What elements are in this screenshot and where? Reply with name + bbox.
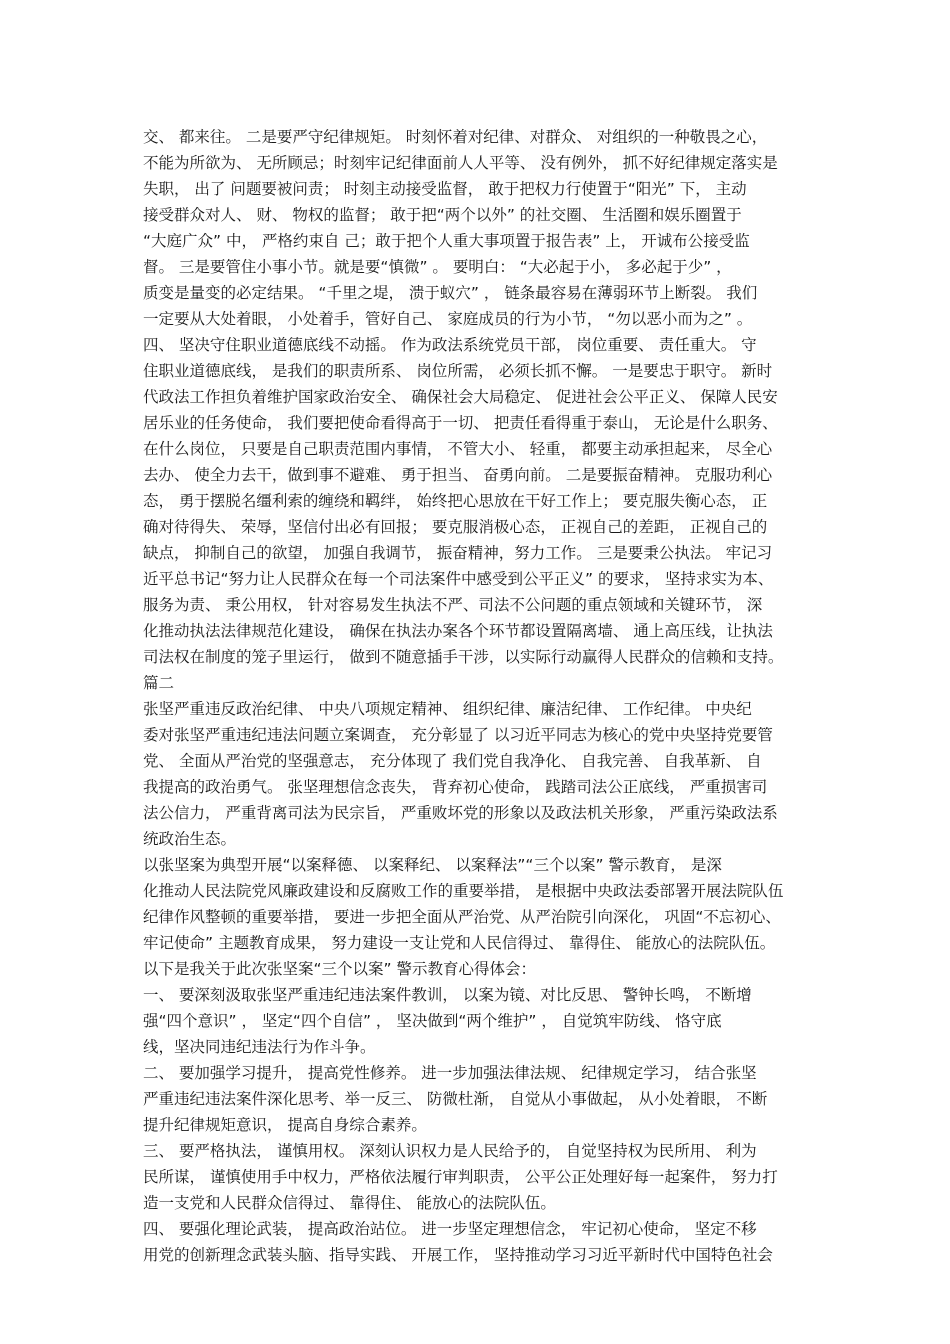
text-line: 服务为责、 秉公用权， 针对容易发生执法不严、司法不公问题的重点领域和关键环节， 深: [143, 596, 763, 614]
text-line: 交、 都来往。 二是要严守纪律规矩。 时刻怀着对纪律、对群众、 对组织的一种敬畏之心，: [143, 128, 768, 146]
text-line: 四、 坚决守住职业道德底线不动摇。 作为政法系统党员干部， 岗位重要、 责任重大。 守: [143, 336, 757, 354]
section-heading: 篇二: [143, 674, 175, 692]
text-line: 法公信力， 严重背离司法为民宗旨， 严重败坏党的形象以及政法机关形象， 严重污染政法系: [143, 804, 778, 822]
text-line: 纪律作风整顿的重要举措， 要进一步把全面从严治党、从严治院引向深化， 巩固“不忘初心、: [143, 908, 781, 926]
text-line: 用党的创新理念武装头脑、指导实践、 开展工作， 坚持推动学习习近平新时代中国特色社会: [143, 1246, 773, 1264]
text-line: 在什么岗位， 只要是自己职责范围内事情， 不管大小、 轻重， 都要主动承担起来， 尽全心: [143, 440, 773, 458]
text-line: 委对张坚严重违纪违法问题立案调查， 充分彰显了 以习近平同志为核心的党中央坚持党要管: [143, 726, 773, 744]
text-line: 确对待得失、 荣辱，坚信付出必有回报； 要克服消极心态， 正视自己的差距， 正视自己的: [143, 518, 768, 536]
text-line: 态， 勇于摆脱名缰利索的缠绕和羁绊， 始终把心思放在干好工作上； 要克服失衡心态， 正: [143, 492, 768, 510]
text-line: 线，坚决同违纪违法行为作斗争。: [143, 1038, 376, 1056]
text-line: 缺点， 抑制自己的欲望， 加强自我调节， 振奋精神，努力工作。 三是要秉公执法。 牢记习: [143, 544, 773, 562]
text-line: 居乐业的任务使命， 我们要把使命看得高于一切、 把责任看得重于泰山， 无论是什么职务、: [143, 414, 778, 432]
text-line: 张坚严重违反政治纪律、 中央八项规定精神、 组织纪律、廉洁纪律、 工作纪律。 中央纪: [143, 700, 752, 718]
text-line: 以张坚案为典型开展“以案释德、 以案释纪、 以案释法”“三个以案” 警示教育， 是深: [143, 856, 722, 874]
text-line: 一定要从大处着眼， 小处着手，管好自己、 家庭成员的行为小节， “勿以恶小而为之” 。: [143, 310, 753, 328]
text-line: 化推动执法法律规范化建设， 确保在执法办案各个环节都设置隔离墙、 通上高压线，让执法: [143, 622, 773, 640]
text-line: 近平总书记“努力让人民群众在每一个司法案件中感受到公平正义” 的要求， 坚持求实为本、: [143, 570, 774, 588]
text-line: 督。 三是要管住小事小节。就是要“慎微” 。 要明白： “大必起于小， 多必起于少” ，: [143, 258, 732, 276]
text-line: 质变是量变的必定结果。 “千里之堤， 溃于蚁穴” ， 链条最容易在薄弱环节上断裂。 我们: [143, 284, 758, 302]
text-line: 党、 全面从严治党的坚强意志， 充分体现了 我们党自我净化、 自我完善、 自我革新、 自: [143, 752, 762, 770]
text-line: 失职， 出了 问题要被问责； 时刻主动接受监督， 敢于把权力行使置于“阳光” 下， 主动: [143, 180, 747, 198]
text-line: 三、 要严格执法， 谨慎用权。 深刻认识权力是人民给予的， 自觉坚持权为民所用、 利为: [143, 1142, 757, 1160]
text-line: 以下是我关于此次张坚案“三个以案” 警示教育心得体会：: [143, 960, 536, 978]
text-line: 代政法工作担负着维护国家政治安全、 确保社会大局稳定、 促进社会公平正义、 保障人民安: [143, 388, 778, 406]
text-line: 二、 要加强学习提升， 提高党性修养。 进一步加强法律法规、 纪律规定学习， 结合张坚: [143, 1064, 757, 1082]
text-line: 司法权在制度的笼子里运行， 做到不随意插手干涉，以实际行动赢得人民群众的信赖和支持。: [143, 648, 784, 666]
text-line: 造一支党和人民群众信得过、 靠得住、 能放心的法院队伍。: [143, 1194, 556, 1212]
text-line: 一、 要深刻汲取张坚严重违纪违法案件教训， 以案为镜、对比反思、 警钟长鸣， 不断增: [143, 986, 752, 1004]
text-line: 四、 要强化理论武装， 提高政治站位。 进一步坚定理想信念， 牢记初心使命， 坚定不移: [143, 1220, 757, 1238]
text-line: 严重违纪违法案件深化思考、举一反三、 防微杜渐， 自觉从小事做起， 从小处着眼， 不断: [143, 1090, 768, 1108]
text-line: 我提高的政治勇气。 张坚理想信念丧失， 背弃初心使命， 践踏司法公正底线， 严重损害司: [143, 778, 768, 796]
text-line: 不能为所欲为、 无所顾忌；时刻牢记纪律面前人人平等、 没有例外， 抓不好纪律规定落实是: [143, 154, 778, 172]
text-line: 强“四个意识” ， 坚定“四个自信” ， 坚决做到“两个维护” ， 自觉筑牢防线、 恪守底: [143, 1012, 722, 1030]
text-line: 统政治生态。: [143, 830, 237, 848]
body-text: [143, 124, 808, 1268]
text-line: “大庭广众” 中， 严格约束自 己；敢于把个人重大事项置于报告表” 上， 开诚布公接受监: [143, 232, 750, 250]
text-line: 接受群众对人、 财、 物权的监督； 敢于把“两个以外” 的社交圈、 生活圈和娱乐圈置于: [143, 206, 742, 224]
text-line: 去办、 使全力去干，做到事不避难、 勇于担当、 奋勇向前。 二是要振奋精神。 克服功利心: [143, 466, 773, 484]
text-line: 化推动人民法院党风廉政建设和反腐败工作的重要举措， 是根据中央政法委部署开展法院队伍: [143, 882, 784, 900]
text-line: 牢记使命” 主题教育成果， 努力建设一支让党和人民信得过、 靠得住、 能放心的法院队伍。: [143, 934, 776, 952]
text-line: 住职业道德底线， 是我们的职责所系、 岗位所需， 必须长抓不懈。 一是要忠于职守。 新时: [143, 362, 773, 380]
text-line: 提升纪律规矩意识， 提高自身综合素养。: [143, 1116, 427, 1134]
text-line: 民所谋， 谨慎使用手中权力，严格依法履行审判职责， 公平公正处理好每一起案件， 努力打: [143, 1168, 778, 1186]
